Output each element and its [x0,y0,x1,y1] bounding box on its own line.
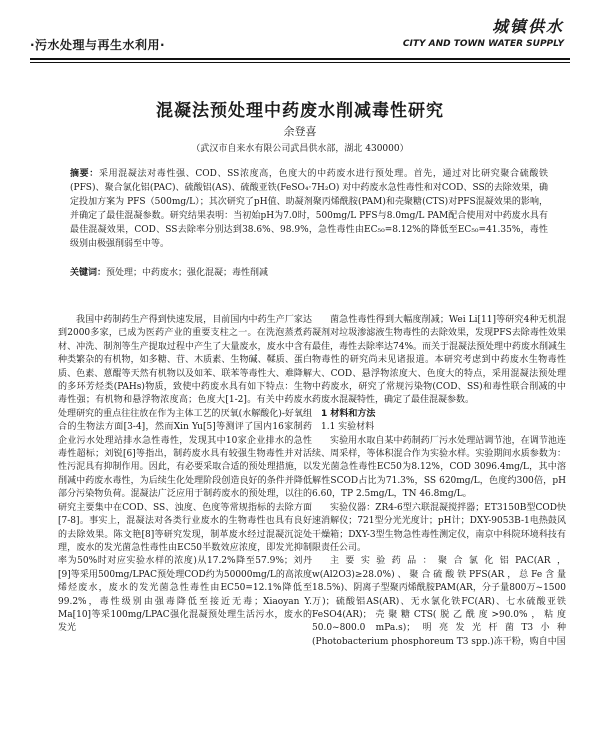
brand-logo-cn: 城镇供水 [491,17,564,36]
paper-title: 混凝法预处理中药废水削减毒性研究 [156,101,444,121]
journal-section: ·污水处理与再生水利用· [30,38,166,52]
header-rule [30,58,570,60]
journal-brand [403,14,564,49]
body-column-left [58,314,312,636]
body-paragraph: 实验仪器：ZR4-6型六联混凝搅拌器；ET3150B型COD快速消解仪；721型分光光度计；pH计；DXY-9053B-1电热鼓风干燥箱；DXY-3型生物急性毒性测定仪，南京中科院环境科技有限责任公司。 [312,502,566,553]
abstract-text: 采用混凝法对毒性强、COD、SS浓度高，色度大的中药废水进行预处理。首先，通过对比研究聚合硫酸铁(PFS)、聚合氯化铝(PAC)、硫酸铝(AS)、硫酸亚铁(FeSO₄·7H₂O) 对中药废水急性毒性和对COD、SS的去除效果，确定投加方案为 PFS（500mg/L）；其次研究了pH值、助凝剂聚丙烯酰胺(PAM)和壳聚糖(CTS)对PFS混凝效果的影响，并确定了最佳混凝参数。研究结果表明：当初始pH为7.0时，500mg/L PFS与8.0mg/L PAM配合使用对中药废水具有最佳混凝效果，COD、SS去除率分别达到38.6%、98.9%，急性毒性由EC₅₀=8.12%的降低至EC₅₀=41.35%，毒性级别由极强削弱至中等。 [70,169,548,249]
affiliation: （武汉市自来水有限公司武昌供水部，湖北 430000） [191,144,409,154]
keywords-text: 预处理；中药废水；强化混凝；毒性削减 [106,268,269,278]
body-paragraph: 菌急性毒性得到大幅度削减；Wei Li[11]等研究4种无机混凝剂对垃圾渗滤液生物毒性的去除效果，发现PFS去除毒性效果最佳，毒性去除率达74%。而关于混凝法预处理中药废水削减生物毒性的研究尚未见诸报道。本研究考虑到中药废水生物毒性大、COD、悬浮物浓度大、色度大的特点，采用混凝法预处理中药废水，研究了常规污染物(COD、SS)和毒性联合削减的中药废水混凝特性，确定了最佳混凝参数。 [312,315,567,406]
brand-logo-en: CITY AND TOWN WATER SUPPLY [402,39,564,49]
keywords-label: 关键词： [70,268,107,278]
abstract [70,167,548,251]
keywords [70,265,548,278]
body-paragraph: 主要实验药品：聚合氯化铝PAC(AR，w(Al2O3)≥28.0%)、聚合硫酸铁PFS(AR，总Fe含量18.5%)、阴离子型聚丙烯酰胺PAM(AR，分子量800万~1500万)；硫酸铝AS(AR)、无水氯化铁FC(AR)、七水硫酸亚铁FeSO4(AR)；壳聚糖CTS(脱乙酰度>90.0%，粘度50.0~800.0 mPa.s)；明亮发光杆菌T3小种(Photobacterium phosphoreum T3 spp.)冻干粉，购自中国 [312,556,566,647]
subsection-heading: 1.1 实验材料 [321,422,375,433]
section-heading: 1 材料和方法 [321,408,376,419]
abstract-label: 摘要： [70,169,99,179]
author: 余登喜 [283,125,317,138]
body-column-right [312,314,566,649]
header-rule-thin [30,62,570,63]
body-paragraph: 实验用水取自某中药制药厂污水处理站调节池，在调节池连续、周采样，等体积混合作为实验水样。实验期间水质参数为：发光菌急性毒性EC50为8.12%，COD 3096.4mg/L，其中溶解性SCOD占比为71.3%，SS 620mg/L，色度约300倍，pH 6.60，TP 2.5mg/L，TN 46.8mg/L。 [312,435,566,500]
body-paragraph: 我国中药制药生产得到快速发展，目前国内中药生产厂家达到2000多家，已成为医药产业的重要支柱之一。在洗泡蒸煮药材、冲洗、制剂等生产提取过程中产生了大量废水，废水中含有种类繁杂的有机物，如多糖、苷、木质素、生物碱、鞣质、蛋白质、色素、蒽醌等天然有机物以及如苯、联苯等毒性大、难降解的多环芳烃类(PAHs)物质，致使中药废水具有如下特点：生物毒性强；有机物和悬浮物浓度高；色度大[1-2]。有关中药废水处理研究的重点往往放在作为主体工艺的厌氧(水解酸化)-好氧组合的生物法方面[3-4]，然而Xin Yu[5]等测评了国内16家制药企业污水处理站排水急性毒性，发现其中10家企业排水的急性毒性超标；刘锐[6]等指出，制药废水具有较强生物毒性并对活性污泥具有抑制作用。因此，有必要采取合适的预处理措施，以削减中药废水毒性，为后续生化处理阶段创造良好的条件并降低部分污染物负荷。混凝法广泛应用于制药废水的预处理，以往的研究主要集中在COD、SS、浊度、色度等常规指标的去除方面[7-8]。事实上，混凝法对各类行业废水的生物毒性也具有良好的去除效果。陈文艳[8]等研究发现，制革废水经过混凝沉淀处理，废水的发光菌急性毒性由EC50半数效应浓度，即发光抑制率为50%时对应实验水样的浓度)从17.2%降至57.9%；刘丹[9]等采用500mg/LPAC预处理COD约为50000mg/L的高浓度烯烃废水，废水的发光菌急性毒性由EC50=12.1%降低至99.2%，毒性级别由强毒降低至接近无毒；Xiaoyan Y. Ma[10]等采100mg/LPAC强化混凝预处理生活污水，废水的发光 [58,315,312,634]
